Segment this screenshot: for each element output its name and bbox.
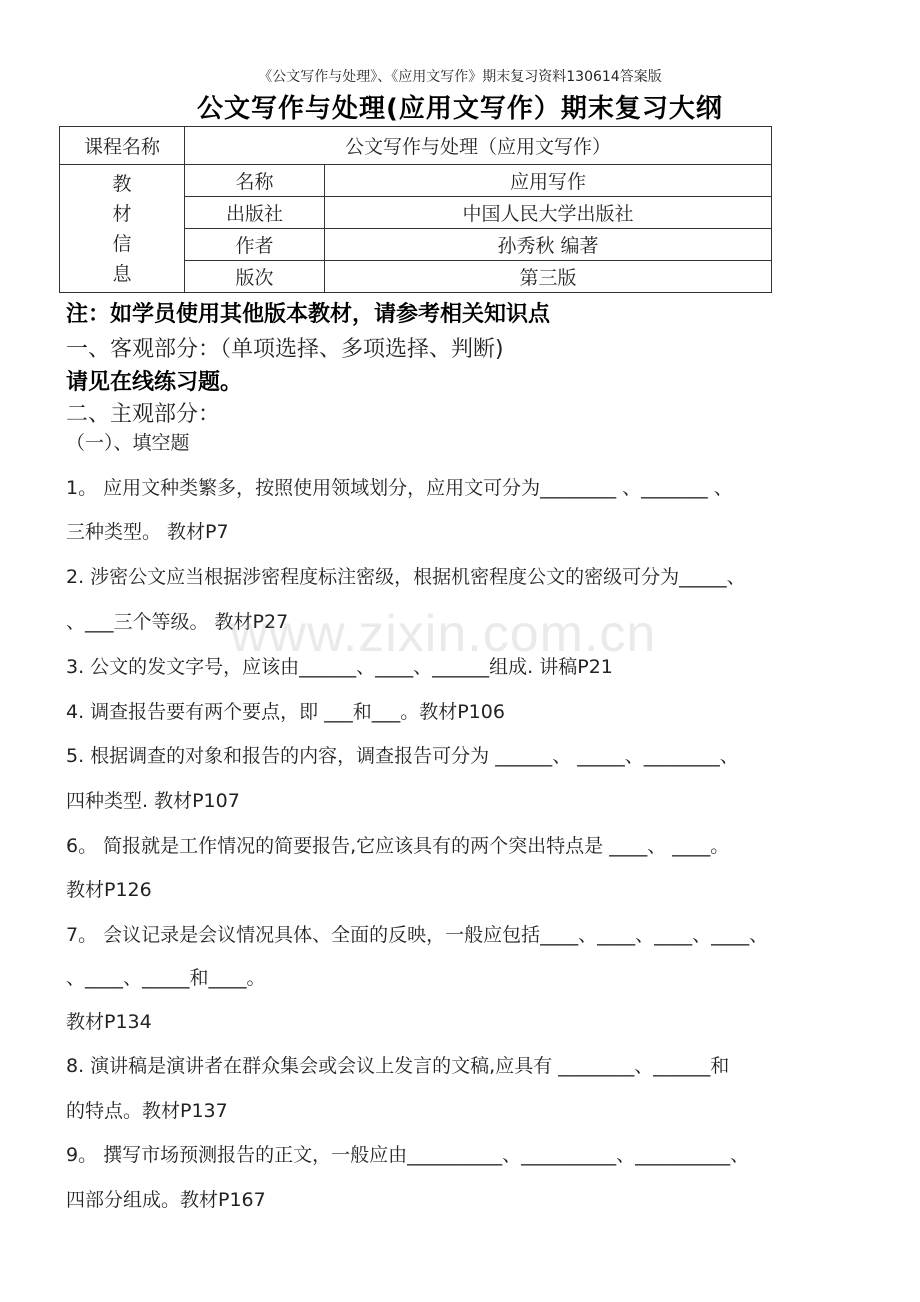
question-line: 、____、_____和____。: [66, 967, 266, 989]
edition-value: 第三版: [325, 261, 772, 293]
course-name-value: 公文写作与处理（应用文写作）: [185, 127, 772, 165]
publisher-value: 中国人民大学出版社: [325, 197, 772, 229]
question-line: 4. 调查报告要有两个要点，即 ___和___。教材P106: [66, 701, 505, 723]
section-subjective-heading: 二、主观部分：: [66, 402, 221, 427]
publisher-label: 出版社: [185, 197, 325, 229]
question-line: 四种类型. 教材P107: [66, 790, 240, 812]
question-line: 四部分组成。教材P167: [66, 1189, 266, 1211]
question-line: 9。 撰写市场预测报告的正文，一般应由__________、__________、__________、: [66, 1144, 750, 1166]
author-value: 孙秀秋 编著: [325, 229, 772, 261]
course-name-label: 课程名称: [60, 127, 185, 165]
note-text: 注：如学员使用其他版本教材，请参考相关知识点: [66, 302, 551, 327]
textbook-info-label: 教 材 信 息: [60, 165, 185, 293]
question-line: 1。 应用文种类繁多，按照使用领域划分，应用文可分为________ 、_______ 、: [66, 477, 733, 499]
question-line: 教材P126: [66, 879, 152, 901]
section-objective-body: 请见在线练习题。: [66, 370, 243, 395]
question-line: 的特点。教材P137: [66, 1100, 228, 1122]
textbook-name-value: 应用写作: [325, 165, 772, 197]
question-line: 2. 涉密公文应当根据涉密程度标注密级，根据机密程度公文的密级可分为_____、: [66, 566, 746, 588]
section-objective-heading: 一、客观部分：（单项选择、多项选择、判断): [66, 337, 504, 362]
question-line: 三种类型。 教材P7: [66, 521, 229, 543]
question-line: 7。 会议记录是会议情况具体、全面的反映，一般应包括____、____、____、____、: [66, 924, 769, 946]
question-line: 8. 演讲稿是演讲者在群众集会或会议上发言的文稿,应具有 ________、______和: [66, 1055, 730, 1077]
question-line: 5. 根据调查的对象和报告的内容，调查报告可分为 ______、 _____、________、: [66, 745, 739, 767]
question-line: 教材P134: [66, 1011, 152, 1033]
textbook-name-label: 名称: [185, 165, 325, 197]
question-line: 3. 公文的发文字号，应该由______、____、______组成. 讲稿P21: [66, 656, 613, 678]
fill-in-blank-heading: （一）、填空题: [66, 432, 190, 454]
running-header: 《公文写作与处理》、《应用文写作》期末复习资料130614答案版: [258, 69, 662, 85]
document-title: 公文写作与处理(应用文写作）期末复习大纲: [197, 94, 723, 124]
edition-label: 版次: [185, 261, 325, 293]
course-info-table: [59, 126, 772, 293]
question-line: 、___三个等级。 教材P27: [66, 611, 289, 633]
question-line: 6。 简报就是工作情况的简要报告,它应该具有的两个突出特点是 ____、 ____。: [66, 835, 730, 857]
author-label: 作者: [185, 229, 325, 261]
watermark: www.zixin.com.cn: [230, 605, 657, 663]
